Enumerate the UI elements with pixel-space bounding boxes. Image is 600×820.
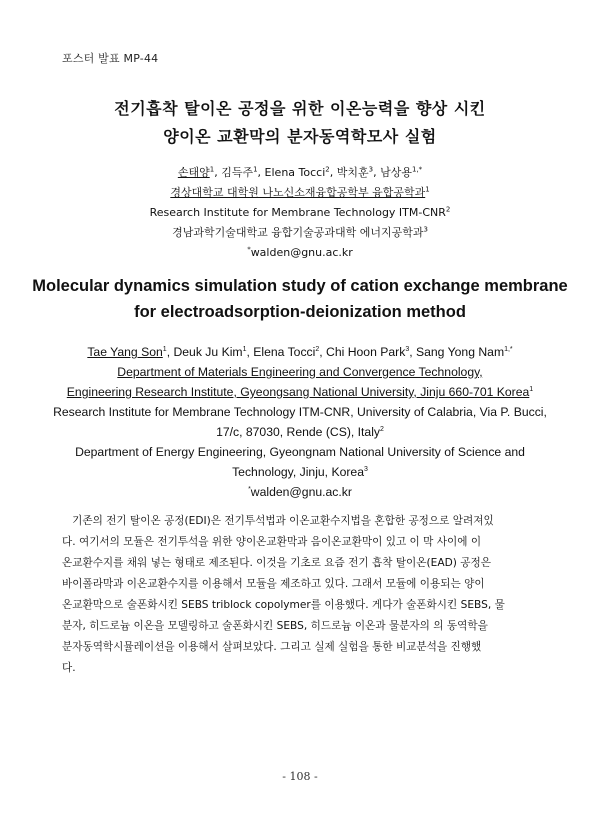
english-author-2: Deuk Ju Kim: [173, 345, 243, 359]
english-authors: Tae Yang Son$^1$, Deuk Ju Kim$^1$, Elena Tocci$^2$, Chi Hoon Park$^3$, Sang Yong Nam$^{1,*}$: [87, 345, 513, 359]
korean-email: *walden@gnu.ac.kr: [247, 245, 353, 259]
abstract-line: 기존의 전기 탈이온 공정(EDI)은 전기투석법과 이온교환수지법을 혼합한 공정으로 알려져있: [62, 515, 494, 527]
page-number: - 108 -: [282, 770, 318, 783]
korean-authors: 손태양$^1$, 김득주$^1$, Elena Tocci$^2$, 박치훈$^3$, 남상용$^{1,*}$: [177, 165, 423, 179]
abstract-line: 분자동역학시뮬레이션을 이용해서 살펴보았다. 그리고 실제 실험을 통한 비교분석을 진행했: [62, 641, 482, 653]
korean-title-line-2: 양이온 교환막의 분자동역학모사 실험: [163, 127, 437, 146]
english-email: *walden@gnu.ac.kr: [248, 485, 352, 499]
korean-author-3: Elena Tocci: [264, 166, 326, 179]
korean-author-1: 손태양: [177, 166, 210, 179]
english-author-5: Sang Yong Nam: [416, 345, 505, 359]
korean-affiliation-1: 경상대학교 대학원 나노신소재융합공학부 융합공학과$^1$: [170, 185, 430, 199]
korean-title-line-1: 전기흡착 탈이온 공정을 위한 이온능력을 향상 시킨: [114, 99, 486, 118]
abstract-line: 바이폴라막과 이온교환수지를 이용해서 모듈을 제조하고 있다. 그래서 모듈에 이용되는 양이: [62, 578, 485, 590]
english-title-line-2: for electroadsorption-deionization method: [134, 303, 466, 321]
english-affiliation-3-line-1: Department of Energy Engineering, Gyeongnam National University of Science and: [75, 445, 525, 459]
english-author-4: Chi Hoon Park: [326, 345, 406, 359]
english-affiliation-1-line-2: Engineering Research Institute, Gyeongsang National University, Jinju 660-701 Korea$^1$: [66, 385, 534, 399]
abstract-line: 다. 여기서의 모듈은 전기투석을 위한 양이온교환막과 음이온교환막이 있고 이 막 사이에 이: [62, 536, 482, 548]
korean-author-4: 박치훈: [336, 166, 369, 179]
abstract-line: 온교환수지를 채워 넣는 형태로 제조된다. 이것을 기초로 요즘 전기 흡착 탈이온(EAD) 공정은: [62, 557, 491, 569]
abstract-line: 다.: [62, 662, 76, 674]
poster-label: 포스터 발표 MP-44: [62, 52, 159, 65]
english-affiliation-2-line-1: Research Institute for Membrane Technology ITM-CNR, University of Calabria, Via P. Bucci,: [53, 405, 547, 419]
abstract-line: 온교환막으로 술폰화시킨 SEBS triblock copolymer를 이용했다. 게다가 술폰화시킨 SEBS, 물: [62, 599, 505, 611]
korean-author-5: 남상용: [380, 166, 412, 179]
korean-author-2: 김득주: [221, 166, 254, 179]
korean-affiliation-2: Research Institute for Membrane Technology ITM-CNR$^2$: [149, 205, 451, 219]
abstract-line: 분자, 히드로늄 이온을 모델링하고 술폰화시킨 SEBS, 히드로늄 이온과 물분자의 의 동역학을: [62, 620, 488, 632]
english-author-1: Tae Yang Son: [87, 345, 163, 359]
english-affiliation-1-line-1: Department of Materials Engineering and Convergence Technology,: [117, 365, 483, 379]
korean-affiliation-3: 경남과학기술대학교 융합기술공과대학 에너지공학과$^3$: [172, 225, 428, 239]
english-title-line-1: Molecular dynamics simulation study of cation exchange membrane: [32, 277, 568, 295]
english-author-3: Elena Tocci: [253, 345, 316, 359]
english-affiliation-3-line-2: Technology, Jinju, Korea$^3$: [232, 465, 368, 479]
english-affiliation-2-line-2: 17/c, 87030, Rende (CS), Italy$^2$: [216, 425, 384, 439]
